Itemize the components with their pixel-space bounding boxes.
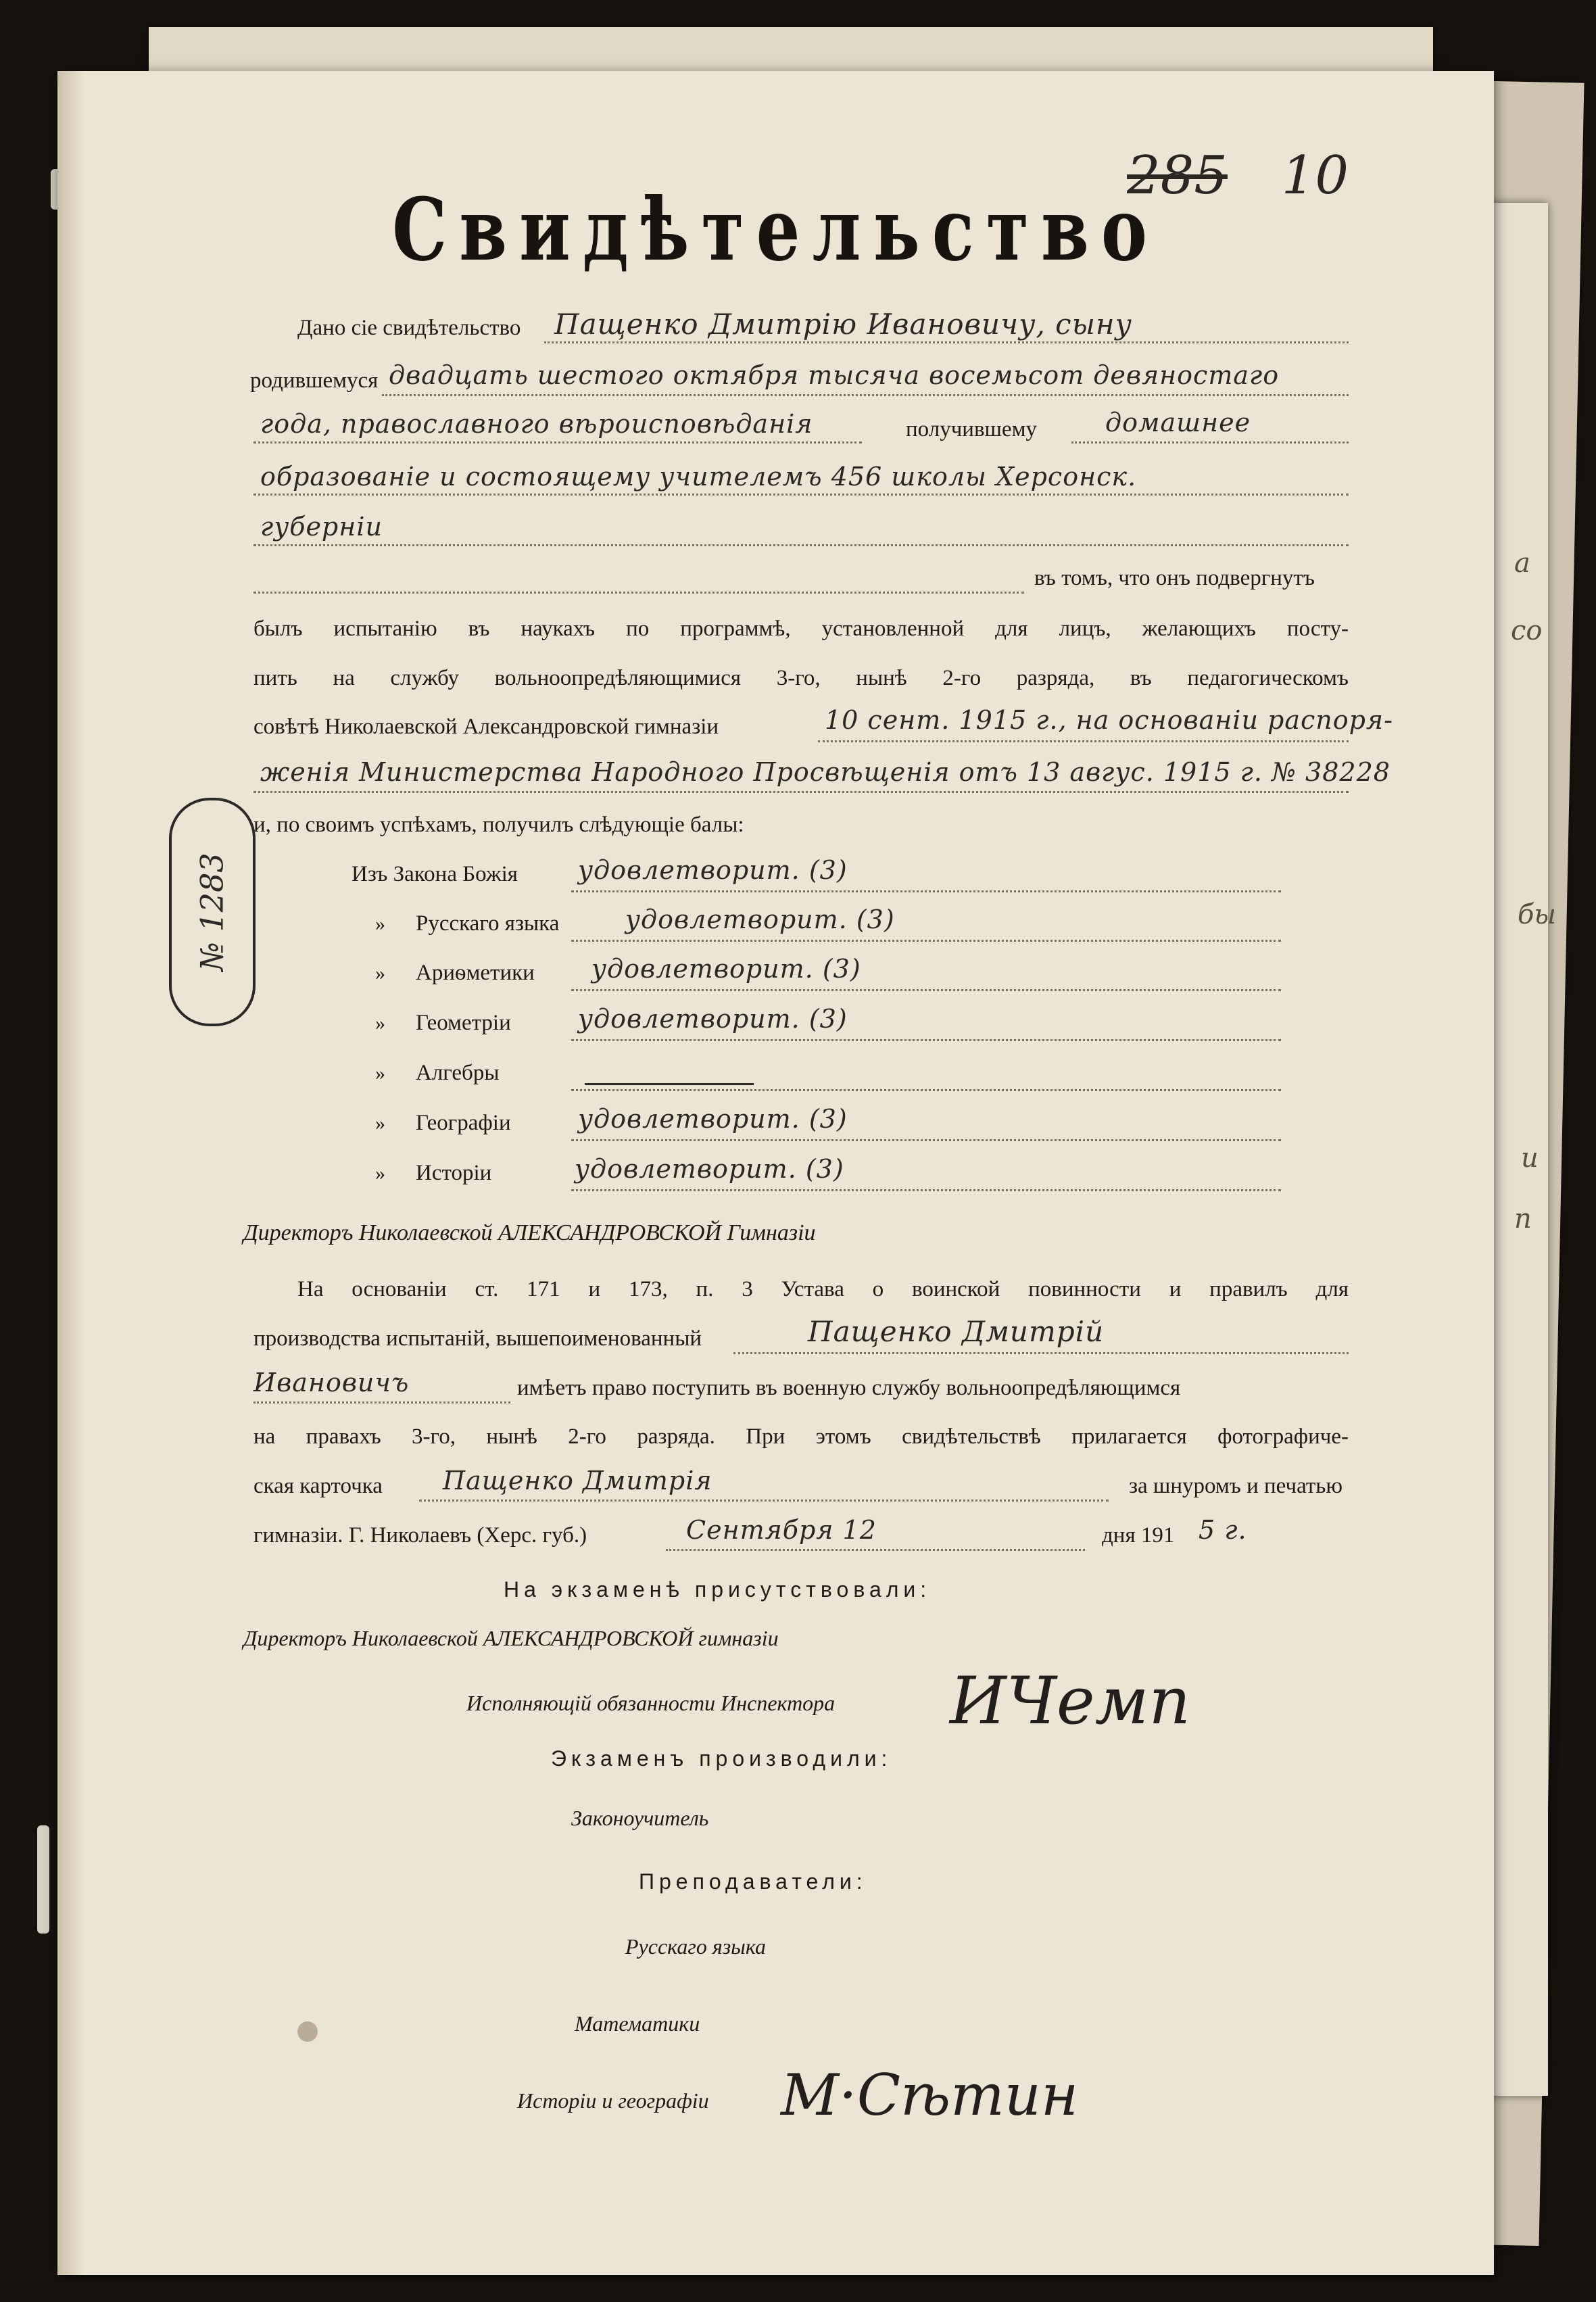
- fill-line: [253, 592, 1024, 594]
- grade-line: [571, 1039, 1281, 1041]
- handwritten-patronymic: Ивановичъ: [253, 1368, 410, 1397]
- handwritten-faith: года, православного вѣроисповѣданія: [260, 409, 813, 439]
- handwritten-day: Сентября 12: [686, 1515, 877, 1545]
- binding-string-bottom: [37, 1825, 49, 1934]
- margin-note: п: [1514, 1203, 1532, 1234]
- handwritten-ministry-order: женiя Министерства Народного Просвѣщенiя отъ 13 авгус. 1915 г. № 38228: [260, 757, 1391, 787]
- grade-subject: Геометріи: [416, 1011, 511, 1035]
- director-line: Директоръ Николаевской АЛЕКСАНДРОВСКОЙ гимназіи: [243, 1626, 779, 1650]
- grade-subject: Географіи: [416, 1111, 511, 1135]
- intro-born: родившемуся: [250, 368, 379, 393]
- basis-line-2: производства испытаній, вышепоименованный: [253, 1326, 702, 1351]
- grade-line: [571, 1189, 1281, 1191]
- exam-by-heading: Экзаменъ производили:: [551, 1746, 892, 1771]
- fill-line: [419, 1500, 1109, 1502]
- fill-line: [253, 544, 1349, 546]
- handwritten-education-3: губернiи: [260, 512, 383, 542]
- certificate-sheet: [57, 71, 1494, 2275]
- history-teacher-signature: М·Сѣтин: [781, 2062, 1079, 2128]
- grade-value: удовлетворит. (3): [575, 1154, 844, 1184]
- inspector-signature: ИЧемп: [950, 1663, 1191, 1739]
- ditto-mark: »: [375, 913, 385, 935]
- grade-line: [571, 989, 1281, 991]
- intro-given: Дано сіе свидѣтельство: [297, 316, 521, 340]
- ditto-mark: »: [375, 1062, 385, 1084]
- grade-line: [571, 1139, 1281, 1141]
- margin-note: и: [1521, 1143, 1539, 1174]
- margin-note: бы: [1518, 899, 1556, 930]
- basis-line-4: на правахъ 3-го, нынѣ 2-го разряда. При этомъ свидѣтельствѣ прилагается фотографиче-: [253, 1424, 1349, 1449]
- math-label: Математики: [575, 2011, 700, 2036]
- margin-note: а: [1514, 548, 1530, 579]
- fill-line: [1071, 441, 1349, 443]
- handwritten-name-2: Пащенко Дмитрiй: [808, 1315, 1105, 1348]
- registry-stamp-number: № 1283: [194, 853, 231, 972]
- fill-line: [666, 1549, 1085, 1551]
- fill-line: [382, 394, 1349, 396]
- teachers-heading: Преподаватели:: [639, 1869, 867, 1894]
- fill-line: [253, 1401, 510, 1404]
- basis-line-5a: ская карточка: [253, 1474, 383, 1498]
- exam-present-heading: На экзаменѣ присутствовали:: [504, 1577, 932, 1602]
- ditto-mark: »: [375, 1112, 385, 1134]
- russian-label: Русскаго языка: [625, 1934, 767, 1959]
- basis-line-3: имѣетъ право поступить въ военную службу вольноопредѣляющимся: [517, 1376, 1181, 1400]
- handwritten-photo-card: Пащенко Дмитрiя: [443, 1466, 712, 1495]
- handwritten-education-2: образованiе и состоящему учителемъ 456 школы Херсонск.: [260, 462, 1137, 491]
- basis-line-6b: дня 191: [1102, 1523, 1175, 1548]
- basis-line-6a: гимназіи. Г. Николаевъ (Херс. губ.): [253, 1523, 587, 1548]
- fill-line: [544, 341, 1349, 343]
- ditto-mark: »: [375, 1012, 385, 1034]
- grade-subject: Ариѳметики: [416, 961, 535, 985]
- paragraph-line-3: совѣтѣ Николаевской Александровской гимназіи: [253, 715, 719, 739]
- ditto-mark: »: [375, 1162, 385, 1184]
- paragraph-line-4: и, по своимъ успѣхамъ, получилъ слѣдующіе балы:: [253, 813, 744, 837]
- grade-value: удовлетворит. (3): [625, 905, 895, 934]
- fill-line: [733, 1352, 1349, 1354]
- intro-received: получившему: [906, 417, 1037, 441]
- paragraph-line-1: былъ испытанію въ наукахъ по программѣ, установленной для лицъ, желающихъ посту-: [253, 617, 1349, 641]
- ditto-mark: »: [375, 962, 385, 984]
- director-stamp-line: Директоръ Николаевской АЛЕКСАНДРОВСКОЙ Гимназіи: [243, 1220, 816, 1245]
- registry-stamp: [169, 798, 256, 1026]
- inspector-label: Исполняющій обязанности Инспектора: [466, 1691, 836, 1715]
- grade-value: удовлетворит. (3): [578, 1104, 848, 1134]
- corner-number-current: 10: [1281, 145, 1349, 206]
- grade-subject: Алгебры: [416, 1061, 500, 1085]
- grade-value: удовлетворит. (3): [591, 954, 861, 984]
- grade-line: [571, 890, 1281, 892]
- grade-line: [571, 1089, 1281, 1091]
- margin-note: со: [1511, 615, 1543, 646]
- grade-value: удовлетворит. (3): [578, 1004, 848, 1034]
- document-title: Свидѣтельство: [392, 179, 1159, 281]
- grade-subject: Русскаго языка: [416, 911, 560, 936]
- law-teacher-label: Законоучитель: [571, 1806, 709, 1830]
- history-label: Исторіи и географіи: [517, 2088, 709, 2113]
- paragraph-line-2: пить на службу вольноопредѣляющимися 3-го, нынѣ 2-го разряда, въ педагогическомъ: [253, 666, 1349, 690]
- basis-line-1: На основаніи ст. 171 и 173, п. 3 Устава о воинской повинности и правилъ для: [297, 1277, 1349, 1301]
- fill-line: [253, 791, 1349, 793]
- grade-line: [571, 940, 1281, 942]
- handwritten-birth: двадцать шестого октября тысяча восемьсот девяностаго: [389, 360, 1280, 390]
- grade-dash: [585, 1083, 754, 1085]
- handwritten-name: Пащенко Дмитрiю Ивановичу, сыну: [554, 308, 1132, 341]
- grade-subject: Исторіи: [416, 1161, 492, 1185]
- intro-that: въ томъ, что онъ подвергнутъ: [1034, 566, 1315, 590]
- handwritten-year: 5 г.: [1199, 1515, 1247, 1545]
- grade-value: удовлетворит. (3): [578, 855, 848, 885]
- handwritten-exam-date: 10 сент. 1915 г., на основанiи распоря-: [825, 705, 1393, 735]
- sheet-edge: [57, 71, 84, 2275]
- basis-line-5b: за шнуромъ и печатью: [1129, 1474, 1343, 1498]
- fill-line: [253, 441, 862, 443]
- corner-number-struck: 285: [1127, 145, 1228, 206]
- paper-blemish: [297, 2021, 318, 2042]
- handwritten-education-1: домашнее: [1105, 408, 1251, 437]
- fill-line: [253, 494, 1349, 496]
- grade-subject: Изъ Закона Божія: [352, 862, 518, 886]
- fill-line: [818, 740, 1349, 742]
